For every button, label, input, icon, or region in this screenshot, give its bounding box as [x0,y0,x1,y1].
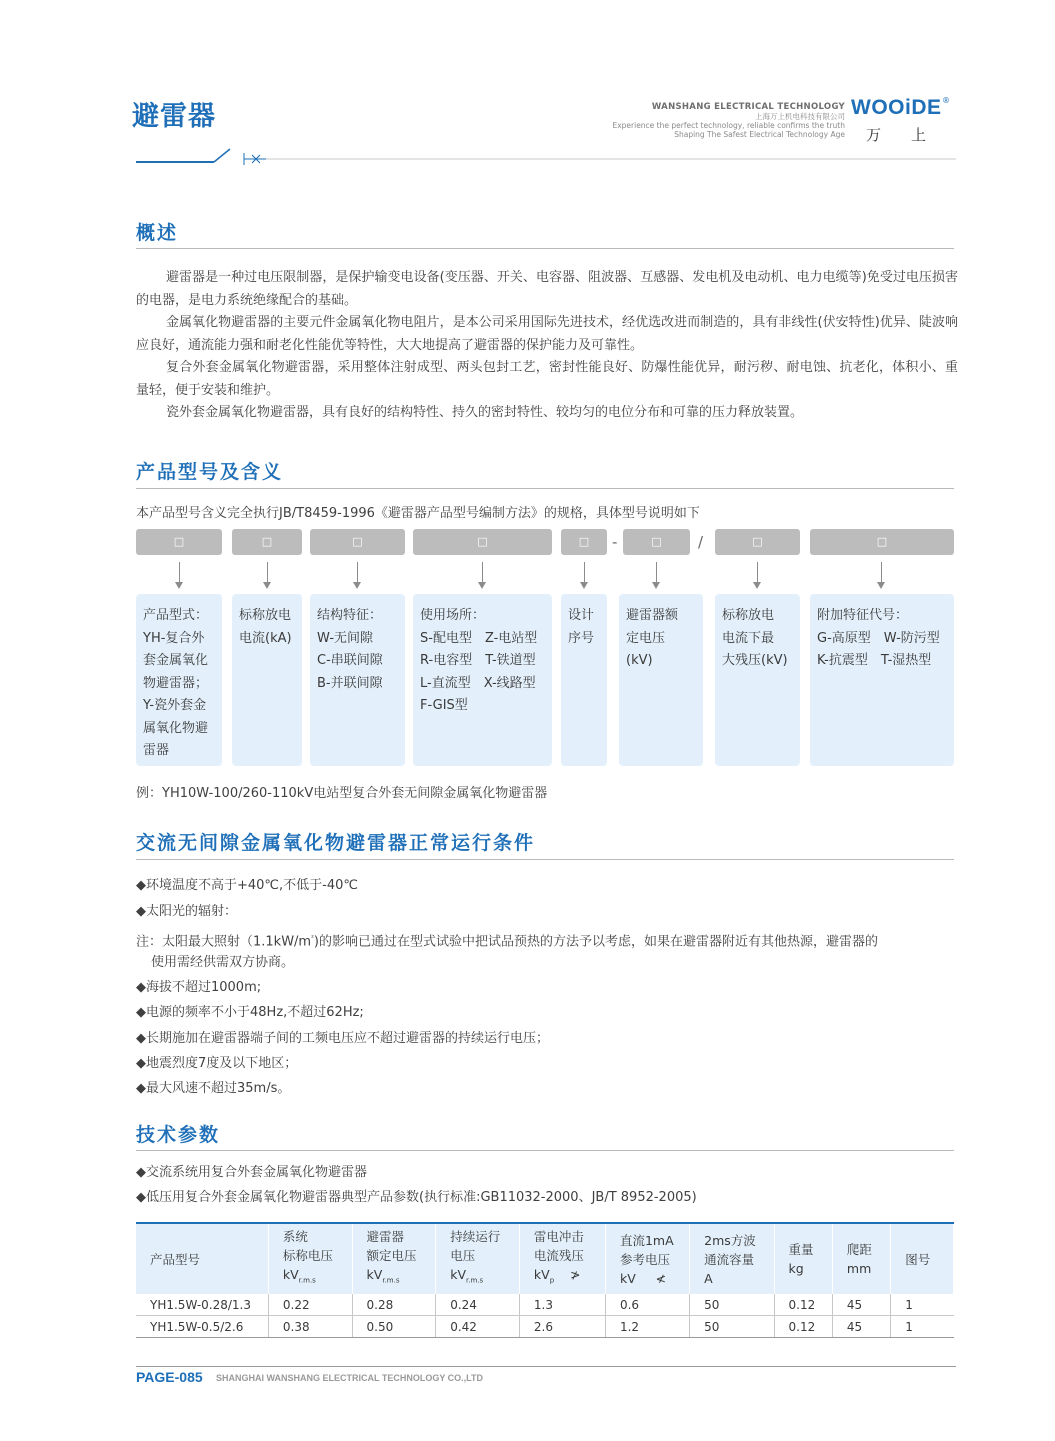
col-dc-reference-voltage: 直流1mA 参考电压 kV ≮ [605,1223,689,1294]
tech-heading: 技术参数 [136,1124,221,1146]
page-number: PAGE-085 [136,1369,203,1385]
desc-structure: 结构特征： W-无间隙 C-串联间隙 B-并联间隙 [310,594,405,766]
col-system-voltage: 系统 标称电压 $kV_{r.m.s}$ [268,1223,352,1294]
model-example: 例：YH10W-100/260-110kV电站型复合外套无间隙金属氧化物避雷器 [136,786,548,801]
desc-product-type: 产品型式： YH-复合外 套金属氧化 物避雷器； Y-瓷外套金 属氧化物避 雷器 [136,594,222,766]
slash-separator: / [698,533,704,551]
table-row: YH1.5W-0.5/2.6 0.38 0.50 0.42 2.6 1.2 50 0.12 45 1 [136,1316,954,1338]
arrow-down-icon [584,562,585,584]
tech-bullet: ◆交流系统用复合外套金属氧化物避雷器 [136,1165,367,1180]
overview-paragraph: 金属氧化物避雷器的主要元件金属氧化物电阻片，是本公司采用国际先进技术，经优选改进而制造的，具有非线性(伏安特性)优异、陡波响应良好，通流能力强和耐老化性能优等特性，大大地提高了避雷器的保护能力及可靠性。 [136,315,958,353]
desc-rated-voltage: 避雷器额 定电压 (kV) [619,594,703,766]
overview-paragraph: 避雷器是一种过电压限制器，是保护输变电设备(变压器、开关、电容器、阻波器、互感器、发电机及电动机、电力电缆等)免受过电压损害的电器，是电力系统绝缘配合的基础。 [136,270,958,308]
arrow-down-icon [656,562,657,584]
arrow-down-icon [757,562,758,584]
condition-item: ◆地震烈度7度及以下地区； [136,1056,298,1071]
code-box-design: □ [561,529,607,555]
page-title: 避雷器 [132,101,216,132]
overview-paragraph: 复合外套金属氧化物避雷器，采用整体注射成型、两头包封工艺，密封性能良好、防爆性能优异，耐污秽、耐电蚀、抗老化，体积小、重量轻，便于安装和维护。 [136,360,958,398]
parameter-table [136,1222,954,1338]
code-box-type: □ [136,529,222,555]
desc-additional-features: 附加特征代号： G-高原型 W-防污型 K-抗震型 T-湿热型 [810,594,954,766]
col-creepage: 爬距 mm [832,1223,890,1294]
title-decoration-line [136,146,956,166]
desc-nominal-current: 标称放电 电流(kA) [232,594,302,766]
section-divider [136,1150,954,1151]
tagline-2: Shaping The Safest Electrical Technology Age [674,130,845,139]
tech-bullet: ◆低压用复合外套金属氧化物避雷器典型产品参数(执行标准:GB11032-2000、JB/T 8952-2005) [136,1190,697,1205]
tagline-1: Experience the perfect technology, reliable confirms the truth [612,121,845,130]
arrow-down-icon [881,562,882,584]
section-divider [136,488,954,489]
conditions-heading: 交流无间隙金属氧化物避雷器正常运行条件 [136,832,536,854]
code-box-residual: □ [715,529,800,555]
desc-application: 使用场所： S-配电型 Z-电站型 R-电容型 T-铁道型 L-直流型 X-线路型 F-GIS型 [413,594,552,766]
condition-item: ◆海拔不超过1000m; [136,980,262,995]
overview-heading: 概述 [136,222,179,244]
condition-item: ◆太阳光的辐射： [136,904,237,919]
arrow-down-icon [482,562,483,584]
condition-item: ◆电源的频率不小于48Hz,不超过62Hz; [136,1005,364,1020]
condition-note: 注：太阳最大照射$(1.1kW/m^{^2})$的影响已通过在型式试验中把试品预热的方法予以考虑，如果在避雷器附近有其他热源，避雷器的 [136,934,878,950]
registered-mark: ® [942,96,950,105]
arrow-down-icon [357,562,358,584]
code-box-structure: □ [310,529,405,555]
desc-design-number: 设计 序号 [561,594,607,766]
code-box-rated-voltage: □ [623,529,690,555]
company-name-cn: 上海万上机电科技有限公司 [755,112,845,121]
col-square-wave: 2ms方波 通流容量 A [690,1223,774,1294]
brand-name-cn: 万上 [866,126,957,144]
table-row: YH1.5W-0.28/1.3 0.22 0.28 0.24 1.3 0.6 50 0.12 45 1 [136,1294,954,1316]
company-name-en: WANSHANG ELECTRICAL TECHNOLOGY [651,102,845,112]
desc-residual-voltage: 标称放电 电流下最 大残压(kV) [715,594,800,766]
brand-logo: WOOiDE [851,96,942,119]
col-continuous-voltage: 持续运行 电压 $kV_{r.m.s}$ [436,1223,520,1294]
col-rated-voltage: 避雷器 额定电压 $kV_{r.m.s}$ [352,1223,436,1294]
col-model: 产品型号 [136,1223,268,1294]
company-info [612,103,845,139]
footer-company: SHANGHAI WANSHANG ELECTRICAL TECHNOLOGY CO.,LTD [216,1373,484,1383]
condition-item: ◆最大风速不超过35m/s。 [136,1081,291,1096]
overview-text [136,267,958,425]
dash-separator: - [612,533,618,551]
code-box-current: □ [232,529,302,555]
overview-paragraph: 瓷外套金属氧化物避雷器，具有良好的结构特性、持久的密封特性、较均匀的电位分布和可靠的压力释放装置。 [166,405,804,420]
section-divider [136,859,954,860]
model-heading: 产品型号及含义 [136,461,284,483]
model-intro: 本产品型号含义完全执行JB/T8459-1996《避雷器产品型号编制方法》的规格，具体型号说明如下 [136,506,700,521]
arrow-down-icon [267,562,268,584]
table-header-row [136,1223,954,1294]
col-weight: 重量 kg [774,1223,832,1294]
code-box-application: □ [413,529,552,555]
footer-divider [136,1366,956,1367]
condition-item: ◆长期施加在避雷器端子间的工频电压应不超过避雷器的持续运行电压； [136,1031,549,1046]
condition-item: ◆环境温度不高于+40℃,不低于-40℃ [136,878,358,893]
col-residual-voltage: 雷电冲击 电流残压 $kV_p$ ≯ [519,1223,605,1294]
col-figure: 图号 [891,1223,954,1294]
condition-note-cont: 使用需经供需双方协商。 [151,955,295,970]
section-divider [136,248,954,249]
code-box-additional: □ [810,529,954,555]
arrow-down-icon [179,562,180,584]
